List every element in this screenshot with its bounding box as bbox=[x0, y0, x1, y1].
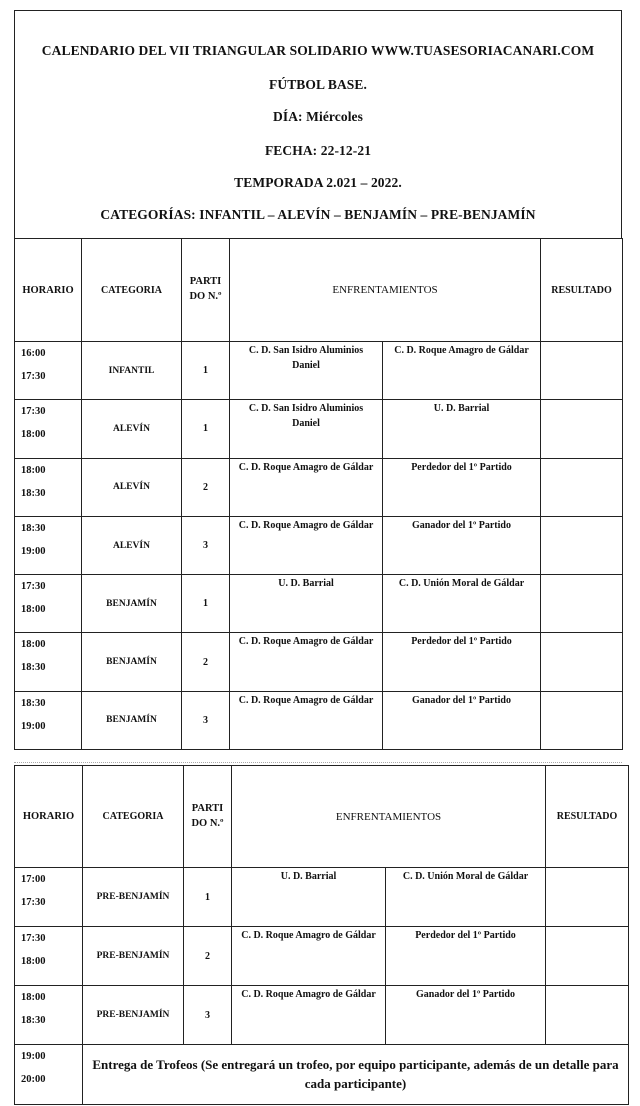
schedule-table-1 bbox=[14, 238, 623, 750]
col-categoria: CATEGORIA bbox=[82, 239, 182, 342]
time-end: 17:30 bbox=[21, 371, 46, 382]
time-start: 18:30 bbox=[21, 697, 46, 709]
col-enfrentamientos: ENFRENTAMIENTOS bbox=[232, 766, 546, 868]
col-resultado: RESULTADO bbox=[546, 766, 629, 868]
category-cell: INFANTIL bbox=[82, 342, 182, 400]
result-cell bbox=[541, 575, 623, 633]
header-title: CALENDARIO DEL VII TRIANGULAR SOLIDARIO WWW.TUASESORIACANARI.COM bbox=[41, 43, 595, 58]
team-a-cell: C. D. Roque Amagro de Gáldar bbox=[230, 691, 383, 749]
col-resultado: RESULTADO bbox=[541, 239, 623, 342]
result-cell bbox=[546, 868, 629, 927]
page-separator bbox=[14, 762, 622, 763]
category-cell: ALEVÍN bbox=[82, 458, 182, 516]
team-b-cell: Perdedor del 1º Partido bbox=[383, 633, 541, 691]
time-cell bbox=[15, 868, 83, 927]
time-end: 18:30 bbox=[21, 487, 46, 499]
match-number-cell: 1 bbox=[182, 400, 230, 458]
time-end: 18:30 bbox=[21, 1015, 46, 1026]
table-row bbox=[15, 400, 623, 458]
team-b-cell: Ganador del 1º Partido bbox=[386, 986, 546, 1045]
match-number-cell: 1 bbox=[184, 868, 232, 927]
category-cell: PRE-BENJAMÍN bbox=[83, 927, 184, 986]
time-end: 17:30 bbox=[21, 897, 46, 908]
time-end: 18:00 bbox=[21, 604, 46, 616]
team-a-cell: U. D. Barrial bbox=[232, 868, 386, 927]
time-start: 17:30 bbox=[21, 933, 46, 944]
time-end: 18:00 bbox=[21, 956, 46, 967]
result-cell bbox=[546, 986, 629, 1045]
result-cell bbox=[541, 458, 623, 516]
team-a-cell: C. D. Roque Amagro de Gáldar bbox=[232, 986, 386, 1045]
match-number-cell: 2 bbox=[182, 633, 230, 691]
time-start: 18:00 bbox=[21, 992, 46, 1003]
time-start: 17:30 bbox=[21, 406, 46, 418]
team-b-cell: C. D. Unión Moral de Gáldar bbox=[383, 575, 541, 633]
time-end: 20:00 bbox=[21, 1074, 46, 1085]
time-start: 19:00 bbox=[21, 1051, 46, 1062]
team-a-cell: C. D. Roque Amagro de Gáldar bbox=[232, 927, 386, 986]
table-row bbox=[15, 342, 623, 400]
team-b-cell: Perdedor del 1º Partido bbox=[386, 927, 546, 986]
col-horario: HORARIO bbox=[15, 766, 83, 868]
document-header bbox=[14, 10, 622, 238]
col-categoria: CATEGORIA bbox=[83, 766, 184, 868]
time-cell bbox=[15, 342, 82, 400]
result-cell bbox=[541, 400, 623, 458]
team-b-cell: Ganador del 1º Partido bbox=[383, 516, 541, 574]
team-b-cell: C. D. Roque Amagro de Gáldar bbox=[383, 342, 541, 400]
team-b-cell: U. D. Barrial bbox=[383, 400, 541, 458]
team-b-cell: Perdedor del 1º Partido bbox=[383, 458, 541, 516]
result-cell bbox=[541, 633, 623, 691]
time-cell bbox=[15, 516, 82, 574]
time-start: 17:00 bbox=[21, 874, 46, 885]
category-cell: BENJAMÍN bbox=[82, 633, 182, 691]
category-cell: BENJAMÍN bbox=[82, 691, 182, 749]
time-end: 18:00 bbox=[21, 429, 46, 441]
schedule-table-2 bbox=[14, 765, 629, 1105]
team-a-cell: C. D. Roque Amagro de Gáldar bbox=[230, 633, 383, 691]
match-number-cell: 1 bbox=[182, 342, 230, 400]
category-cell: PRE-BENJAMÍN bbox=[83, 868, 184, 927]
col-partido: PARTI DO N.º bbox=[184, 766, 232, 868]
result-cell bbox=[541, 516, 623, 574]
table-header-row bbox=[15, 766, 629, 868]
time-start: 17:30 bbox=[21, 581, 46, 593]
header-date: FECHA: 22-12-21 bbox=[264, 143, 372, 158]
col-enfrentamientos: ENFRENTAMIENTOS bbox=[230, 239, 541, 342]
time-cell bbox=[15, 691, 82, 749]
match-number-cell: 3 bbox=[182, 691, 230, 749]
time-start: 18:30 bbox=[21, 522, 46, 534]
header-categories: CATEGORÍAS: INFANTIL – ALEVÍN – BENJAMÍN – PRE-BENJAMÍN bbox=[100, 207, 536, 222]
team-a-cell: C. D. Roque Amagro de Gáldar bbox=[230, 516, 383, 574]
team-b-cell: C. D. Unión Moral de Gáldar bbox=[386, 868, 546, 927]
team-b-cell: Ganador del 1º Partido bbox=[383, 691, 541, 749]
time-end: 19:00 bbox=[21, 720, 46, 732]
result-cell bbox=[541, 691, 623, 749]
team-a-cell: C. D. Roque Amagro de Gáldar bbox=[230, 458, 383, 516]
trophy-time bbox=[15, 1045, 83, 1105]
match-number-cell: 3 bbox=[182, 516, 230, 574]
match-number-cell: 1 bbox=[182, 575, 230, 633]
table-row bbox=[15, 633, 623, 691]
team-a-cell: U. D. Barrial bbox=[230, 575, 383, 633]
table-row bbox=[15, 868, 629, 927]
time-cell bbox=[15, 633, 82, 691]
table-row bbox=[15, 927, 629, 986]
header-subtitle: FÚTBOL BASE. bbox=[269, 77, 367, 92]
category-cell: ALEVÍN bbox=[82, 516, 182, 574]
team-a-cell: C. D. San Isidro Aluminios Daniel bbox=[230, 342, 383, 400]
time-start: 18:00 bbox=[21, 464, 46, 476]
trophy-row bbox=[15, 1045, 629, 1105]
time-cell bbox=[15, 400, 82, 458]
time-cell bbox=[15, 575, 82, 633]
time-start: 18:00 bbox=[21, 639, 46, 651]
trophy-text: Entrega de Trofeos (Se entregará un trofeo, por equipo participante, además de un detalle para cada participante) bbox=[83, 1045, 629, 1105]
table-row bbox=[15, 691, 623, 749]
category-cell: BENJAMÍN bbox=[82, 575, 182, 633]
table-row bbox=[15, 986, 629, 1045]
time-cell bbox=[15, 458, 82, 516]
time-end: 19:00 bbox=[21, 545, 46, 557]
table-row bbox=[15, 575, 623, 633]
table-row bbox=[15, 458, 623, 516]
match-number-cell: 3 bbox=[184, 986, 232, 1045]
match-number-cell: 2 bbox=[182, 458, 230, 516]
table-header-row bbox=[15, 239, 623, 342]
category-cell: ALEVÍN bbox=[82, 400, 182, 458]
header-day: DÍA: Miércoles bbox=[273, 109, 363, 124]
result-cell bbox=[541, 342, 623, 400]
match-number-cell: 2 bbox=[184, 927, 232, 986]
category-cell: PRE-BENJAMÍN bbox=[83, 986, 184, 1045]
time-cell bbox=[15, 927, 83, 986]
table-row bbox=[15, 516, 623, 574]
time-end: 18:30 bbox=[21, 662, 46, 674]
result-cell bbox=[546, 927, 629, 986]
time-start: 16:00 bbox=[21, 348, 46, 359]
team-a-cell: C. D. San Isidro Aluminios Daniel bbox=[230, 400, 383, 458]
col-horario: HORARIO bbox=[15, 239, 82, 342]
col-partido: PARTI DO N.º bbox=[182, 239, 230, 342]
header-season: TEMPORADA 2.021 – 2022. bbox=[234, 175, 402, 190]
time-cell bbox=[15, 986, 83, 1045]
